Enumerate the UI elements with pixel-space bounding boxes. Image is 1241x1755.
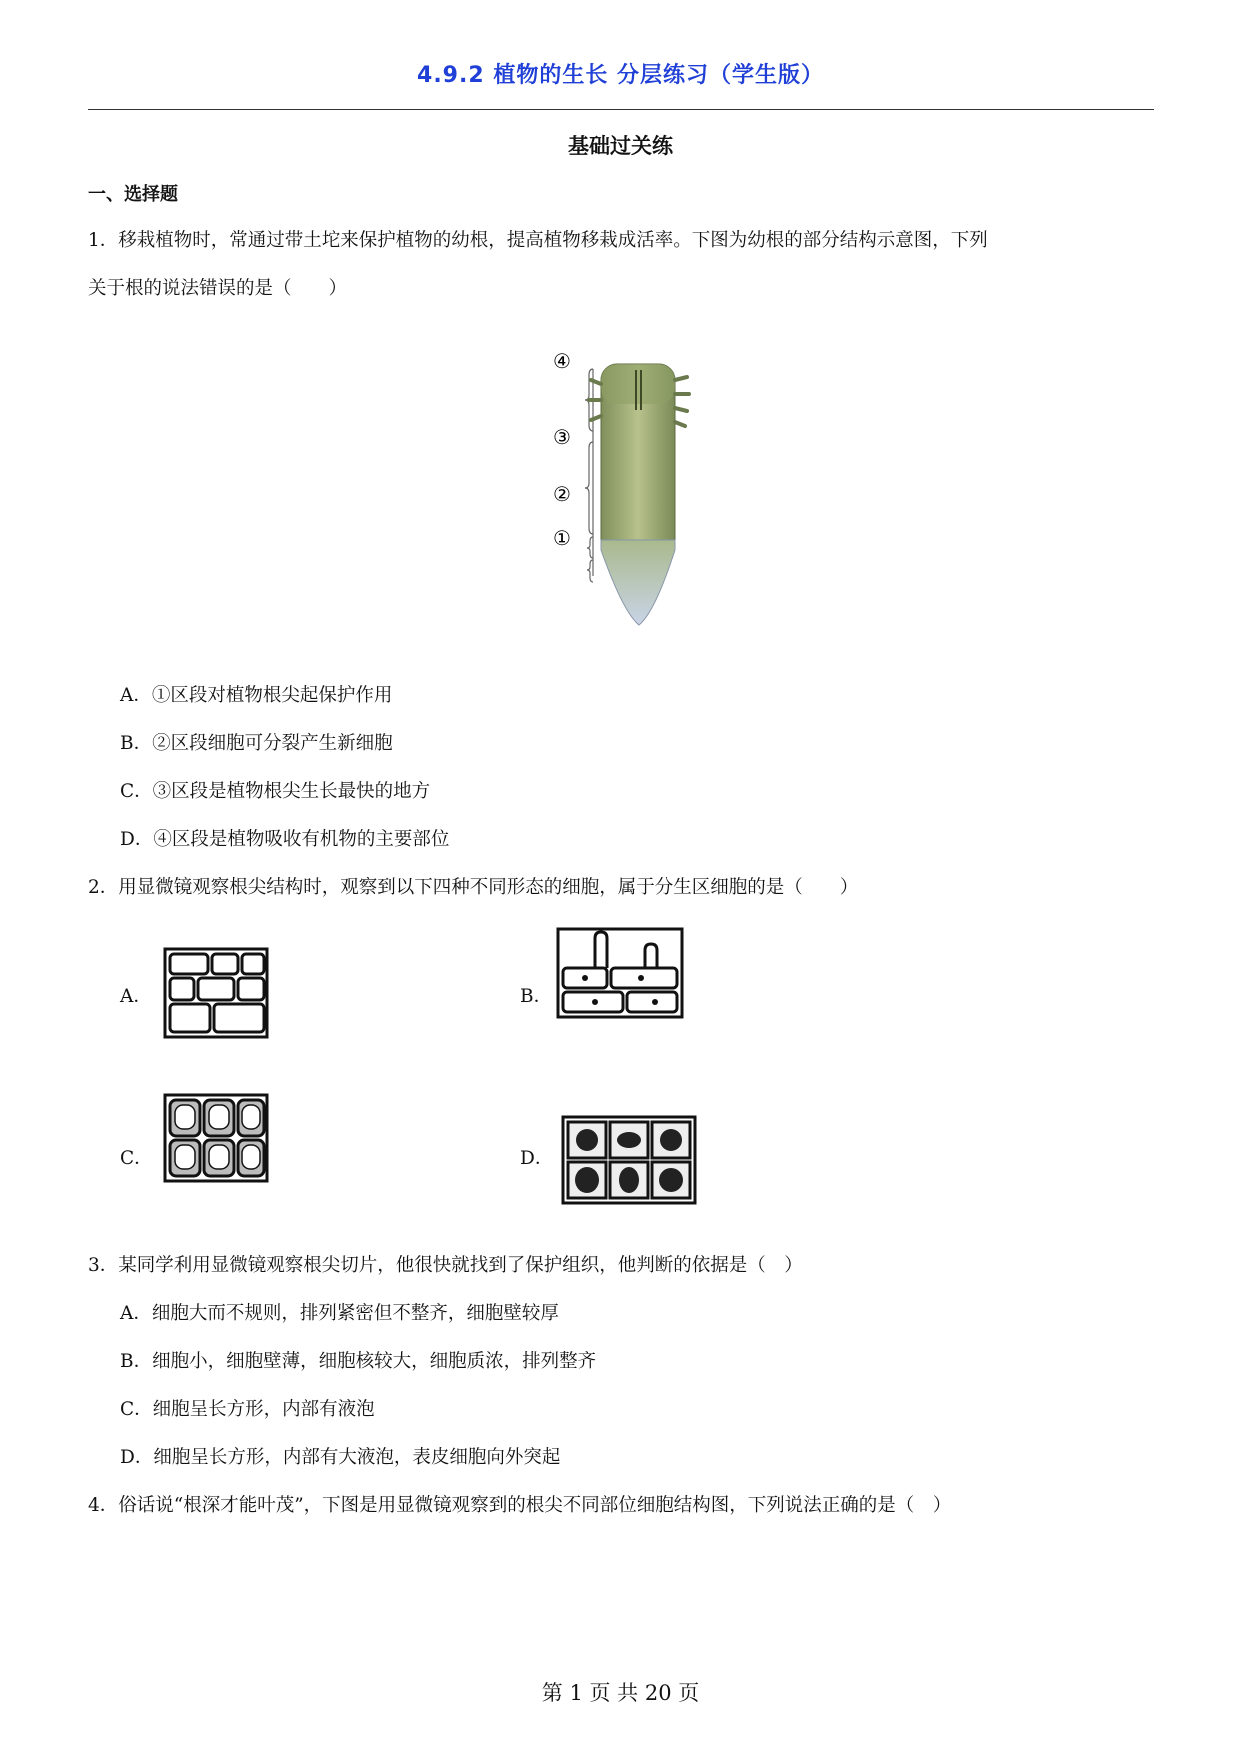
question-1-line-1: 1．移栽植物时，常通过带土坨来保护植物的幼根，提高植物移栽成活率。下图为幼根的部分结构示意图，下列 [88, 230, 988, 251]
q1-option-a: A．①区段对植物根尖起保护作用 [120, 685, 393, 706]
question-1-line-2: 关于根的说法错误的是（ ） [88, 278, 348, 299]
part-title: 一、选择题 [88, 184, 178, 205]
header-divider [88, 109, 1154, 110]
question-4-line-1: 4．俗话说“根深才能叶茂”，下图是用显微镜观察到的根尖不同部位细胞结构图，下列说法正确的是（ ） [88, 1495, 952, 1516]
q3-option-a: A．细胞大而不规则，排列紧密但不整齐，细胞壁较厚 [120, 1303, 559, 1324]
section-title: 基础过关练 [568, 134, 673, 158]
q2-option-a-cells-image [162, 946, 270, 1040]
question-2-line-1: 2．用显微镜观察根尖结构时，观察到以下四种不同形态的细胞，属于分生区细胞的是（ ） [88, 877, 859, 898]
q3-option-b: B．细胞小，细胞壁薄，细胞核较大，细胞质浓，排列整齐 [120, 1351, 597, 1372]
question-3-line-1: 3．某同学利用显微镜观察根尖切片，他很快就找到了保护组织，他判断的依据是（ ） [88, 1255, 803, 1276]
q2-option-b-cells-image [555, 926, 685, 1020]
diagram-label-1: ① [553, 526, 571, 550]
q1-option-d: D．④区段是植物吸收有机物的主要部位 [120, 829, 450, 850]
page-footer: 第 1 页 共 20 页 [541, 1681, 700, 1705]
q3-option-d: D．细胞呈长方形，内部有大液泡，表皮细胞向外突起 [120, 1447, 561, 1468]
diagram-label-2: ② [553, 482, 571, 506]
q2-option-d-cells-image [560, 1114, 698, 1206]
q2-option-d-label: D． [520, 1148, 554, 1169]
q2-option-b-label: B． [520, 986, 553, 1007]
q2-option-c-cells-image [162, 1092, 270, 1184]
root-tip-diagram [535, 350, 730, 640]
q2-option-c-label: C． [120, 1148, 153, 1169]
document-title: 4.9.2 植物的生长 分层练习（学生版） [417, 63, 824, 88]
diagram-label-4: ④ [553, 350, 571, 373]
q1-option-b: B．②区段细胞可分裂产生新细胞 [120, 733, 393, 754]
q3-option-c: C．细胞呈长方形，内部有液泡 [120, 1399, 375, 1420]
q2-option-a-label: A． [120, 986, 152, 1007]
q1-option-c: C．③区段是植物根尖生长最快的地方 [120, 781, 431, 802]
diagram-label-3: ③ [553, 425, 571, 449]
